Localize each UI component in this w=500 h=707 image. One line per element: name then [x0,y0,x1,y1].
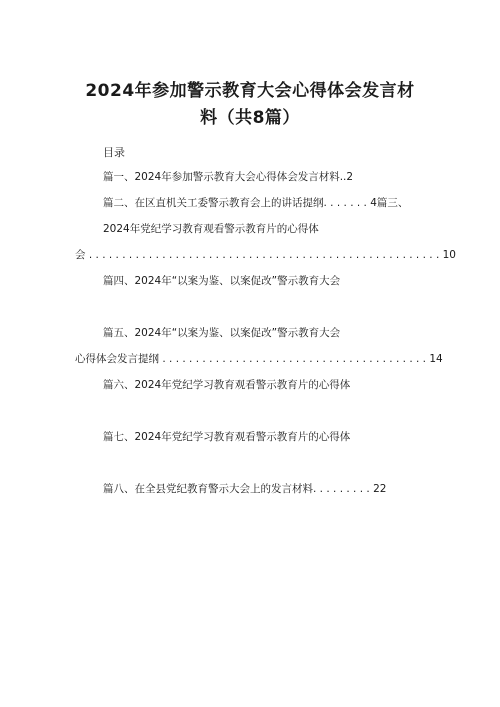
document-title-line-1: 2024年参加警示教育大会心得体会发言材 [85,81,415,101]
toc-entry-5-line-2: 心得体会发言提纲 . . . . . . . . . . . . . . . . . . . . . . . . . . . . . . . . . . . . . . . . 14 [75,353,443,365]
toc-entry-5-line-1: 篇五、2024年“以案为鉴、以案促改”警示教育大会 [103,327,341,339]
toc-entry-2: 篇二、在区直机关工委警示教育会上的讲话提纲. . . . . . . 4篇三、 [103,197,409,209]
document-title-line-2: 料（共8篇） [200,108,300,128]
toc-heading: 目录 [103,146,125,159]
toc-entry-8: 篇八、在全县党纪教育警示大会上的发言材料. . . . . . . . . 22 [103,483,387,495]
toc-entry-3-line-2: 会 . . . . . . . . . . . . . . . . . . . . . . . . . . . . . . . . . . . . . . . . . . . . . . . . . . . . . 10 [75,249,456,261]
toc-entry-4: 篇四、2024年“以案为鉴、以案促改”警示教育大会 [103,275,341,287]
toc-entry-6: 篇六、2024年党纪学习教育观看警示教育片的心得体 [103,379,351,391]
toc-entry-3-line-1: 2024年党纪学习教育观看警示教育片的心得体 [103,223,319,235]
toc-entry-1: 篇一、2024年参加警示教育大会心得体会发言材料..2 [103,171,354,183]
toc-entry-7: 篇七、2024年党纪学习教育观看警示教育片的心得体 [103,431,351,443]
